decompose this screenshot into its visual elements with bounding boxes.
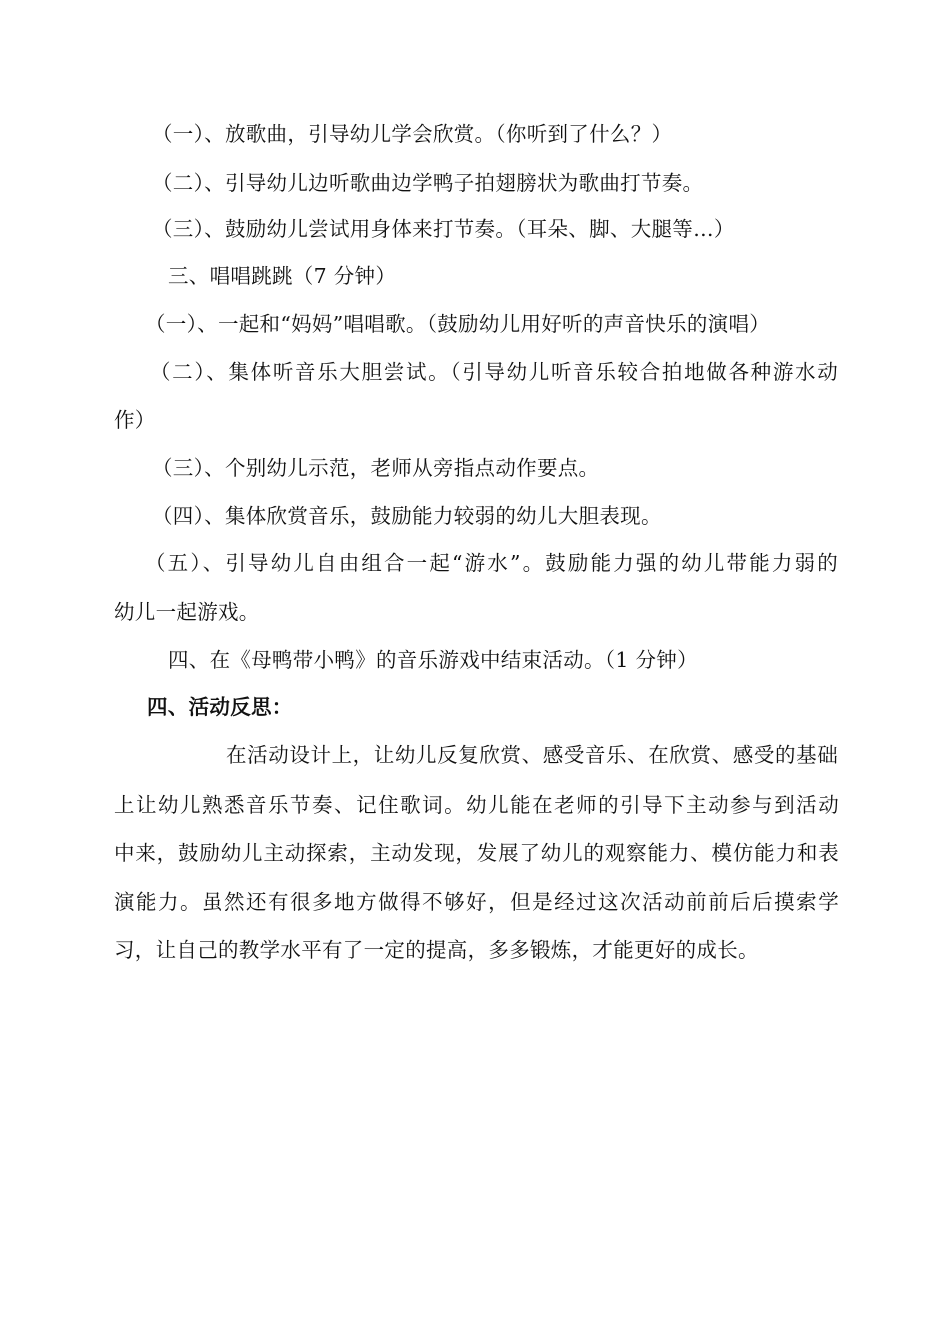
reflection-line-3: 中来，鼓励幼儿主动探索，主动发现，发展了幼儿的观察能力、模仿能力和表 <box>114 841 839 865</box>
step-3-4: （四）、集体欣赏音乐，鼓励能力较弱的幼儿大胆表现。 <box>152 504 662 528</box>
step-3-5-continuation: 幼儿一起游戏。 <box>114 600 260 624</box>
step-2-3: （三）、鼓励幼儿尝试用身体来打节奏。（耳朵、脚、大腿等…） <box>152 217 735 241</box>
reflection-line-1: 在活动设计上，让幼儿反复欣赏、感受音乐、在欣赏、感受的基础 <box>226 743 838 767</box>
section-four-step: 四、在《母鸭带小鸭》的音乐游戏中结束活动。（1 分钟） <box>168 648 698 672</box>
step-2-2: （二）、引导幼儿边听歌曲边学鸭子拍翅膀状为歌曲打节奏。 <box>152 171 704 195</box>
step-3-2: （二）、集体听音乐大胆尝试。（引导幼儿听音乐较合拍地做各种游水动 <box>150 360 838 384</box>
step-3-5: （五）、引导幼儿自由组合一起“游水”。鼓励能力强的幼儿带能力弱的 <box>145 551 838 575</box>
reflection-line-4: 演能力。虽然还有很多地方做得不够好，但是经过这次活动前前后后摸索学 <box>114 890 839 914</box>
step-3-2-continuation: 作） <box>114 408 156 432</box>
step-3-1: （一）、一起和“妈妈”唱唱歌。（鼓励幼儿用好听的声音快乐的演唱） <box>145 312 771 336</box>
reflection-heading: 四、活动反思： <box>147 695 293 719</box>
step-2-1: （一）、放歌曲，引导幼儿学会欣赏。（你听到了什么？） <box>152 122 673 146</box>
step-3-3: （三）、个别幼儿示范，老师从旁指点动作要点。 <box>152 456 600 480</box>
reflection-line-2: 上让幼儿熟悉音乐节奏、记住歌词。幼儿能在老师的引导下主动参与到活动 <box>114 793 839 817</box>
section-three-heading: 三、唱唱跳跳（7 分钟） <box>168 264 397 288</box>
reflection-line-5: 习，让自己的教学水平有了一定的提高，多多锻炼，才能更好的成长。 <box>114 938 759 962</box>
